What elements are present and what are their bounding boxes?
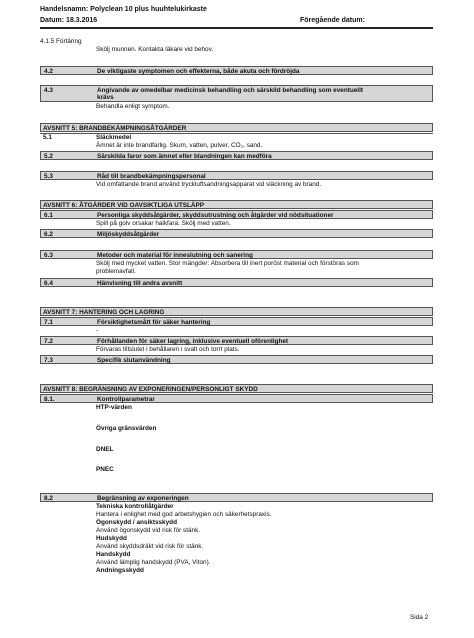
header-divider: [40, 27, 433, 29]
section-title: Specifik slutanvändning: [97, 356, 171, 364]
eye-protection-title: Ögonskydd / ansiktsskydd: [96, 519, 177, 526]
section-number: 8.2: [44, 494, 53, 502]
section-number: 5.2: [44, 152, 53, 160]
section-6-3-text-line1: Skölj med mycket vatten. Stor mängder: Absorbera till inert poröst material och förstöras som: [96, 260, 359, 267]
section-number: 4.2: [44, 67, 53, 75]
section-title: De viktigaste symptomen och effekterna, både akuta och fördröjda: [97, 67, 300, 75]
section-number: 8.1.: [44, 395, 55, 403]
section-6-2-bar: [40, 229, 433, 238]
section-heading-text: AVSNITT 5: BRANDBEKÄMPNINGSÅTGÄRDER: [43, 124, 187, 132]
section-number: 6.1: [44, 211, 53, 219]
page-number: Sida 2: [410, 614, 429, 621]
section-number: 6.3: [44, 251, 53, 259]
section-7-3-bar: [40, 355, 433, 364]
section-7-1-text: -: [96, 327, 99, 334]
section-number: 5.1: [43, 134, 52, 141]
section-title: Miljöskyddsåtgärder: [97, 230, 160, 238]
section-number: 6.2: [44, 230, 53, 238]
section-title: Råd till brandbekämpningspersonal: [97, 172, 206, 180]
section-title-line2: krävs: [97, 93, 114, 101]
section-5-3-bar: [40, 171, 433, 180]
section-title: Särskilda faror som ämnet eller blandningen kan medföra: [97, 152, 272, 160]
section-7-2-bar: [40, 336, 433, 345]
section-heading-text: AVSNITT 7: HANTERING OCH LAGRING: [43, 308, 165, 316]
section-heading-text: AVSNITT 8: BEGRÄNSNING AV EXPONERINGEN/PERSONLIGT SKYDD: [43, 385, 258, 393]
section-5-2-bar: [40, 151, 433, 160]
section-title: Kontrollparametrar: [97, 395, 155, 403]
dnel-label: DNEL: [96, 446, 114, 453]
section-title: Försiktighetsmått för säker hantering: [97, 318, 211, 326]
previous-date-label: Föregående datum:: [300, 17, 365, 24]
section-title: Metoder och material för inneslutning och sanering: [97, 251, 253, 259]
section-5-1-text: Ämnet är inte brandfarlig. Skum, vatten, pulver, CO₂, sand.: [96, 142, 263, 149]
section-6-heading: [40, 200, 433, 209]
subsection-4-1-5-title: 4.1.5 Förtäring: [40, 38, 82, 45]
section-7-2-text: Förvaras tillslutet i behållaren i svalt och torrt plats.: [96, 346, 240, 353]
section-title-line1: Angivande av omedelbar medicinsk behandling och särskild behandling som eventuellt: [97, 86, 363, 94]
technical-controls-text: Hantera i enlighet med god arbetshygien och säkerhetspraxis.: [96, 511, 272, 518]
section-number: 7.3: [44, 356, 53, 364]
skin-protection-title: Hudskydd: [96, 535, 127, 542]
section-title: Personliga skyddsåtgärder, skyddsutrustning och åtgärder vid nödsituationer: [97, 211, 334, 219]
technical-controls-title: Tekniska kontrollåtgärder: [96, 503, 174, 510]
section-8-2-bar: [40, 493, 433, 502]
htp-values-label: HTP-värden: [96, 404, 132, 411]
subsection-4-1-5-text: Skölj munnen. Kontakta läkare vid behov.: [96, 46, 214, 53]
section-5-3-text: Vid omfattande brand använd tryckluftsandningsapparat vid släckning av brand.: [96, 181, 322, 188]
respiratory-protection-title: Andningsskydd: [96, 567, 144, 574]
product-name-label: Handelsnamn: Polyclean 10 plus huuhtelukirkaste: [40, 6, 207, 13]
section-title: Begränsning av exponeringen: [97, 494, 189, 502]
section-4-3-text: Behandla enligt symptom.: [96, 103, 170, 110]
section-6-3-text-line2: problemavfall.: [96, 268, 136, 275]
section-5-heading: [40, 123, 433, 132]
section-8-1-bar: [40, 394, 433, 403]
hand-protection-text: Använd lämplig handskydd (PVA, Viton).: [96, 559, 211, 566]
section-6-1-bar: [40, 210, 433, 219]
other-limits-label: Övriga gränsvärden: [96, 425, 157, 432]
pnec-label: PNEC: [96, 466, 114, 473]
section-title: Hänvisning till andra avsnitt: [97, 279, 183, 287]
section-6-4-bar: [40, 278, 433, 287]
section-number: 5.3: [44, 172, 53, 180]
eye-protection-text: Använd ögonskydd vid risk för stänk.: [96, 527, 201, 534]
section-heading-text: AVSNITT 6: ÅTGÄRDER VID OAVSIKTLIGA UTSLÄPP: [43, 201, 205, 209]
section-number: 7.1: [44, 318, 53, 326]
section-number: 6.4: [44, 279, 53, 287]
section-8-heading: [40, 384, 433, 393]
section-7-heading: [40, 307, 433, 316]
section-6-1-text: Spill på golv orsakar halkfara. Skölj med vatten.: [96, 220, 231, 227]
section-title: Förhållanden för säker lagring, inklusive eventuell oförenlighet: [97, 337, 289, 345]
date-label: Datum: 18.3.2016: [40, 17, 98, 24]
section-4-2-bar: [40, 66, 433, 75]
section-number: 4.3: [44, 86, 53, 94]
hand-protection-title: Handskydd: [96, 551, 131, 558]
section-4-3-bar: [40, 85, 433, 102]
section-number: 7.2: [44, 337, 53, 345]
section-6-3-bar: [40, 250, 433, 259]
section-7-1-bar: [40, 317, 433, 326]
skin-protection-text: Använd skyddsdräkt vid risk för stänk.: [96, 543, 204, 550]
section-5-1-title: Släckmedel: [96, 134, 132, 141]
